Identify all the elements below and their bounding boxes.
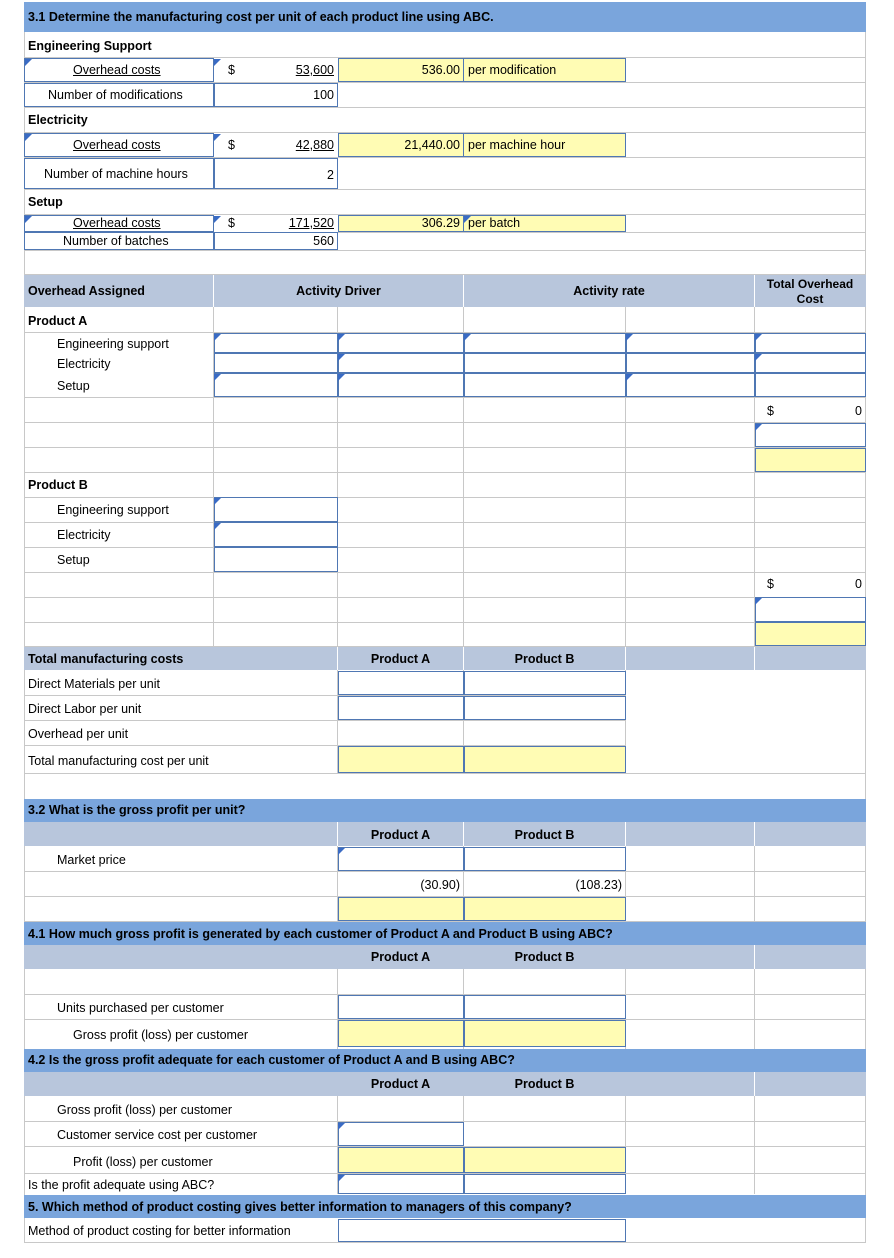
section-4-2-col-a: Product A (370, 1077, 431, 1091)
market-price-label: Market price (57, 853, 126, 867)
service-cost-a-input[interactable] (338, 1122, 464, 1146)
comment-marker-icon (338, 354, 345, 361)
activity-rate-header: Activity rate (573, 284, 645, 298)
currency-symbol: $ (228, 63, 235, 77)
product-b-row-electricity: Electricity (57, 528, 111, 542)
units-a-input[interactable] (338, 995, 464, 1019)
a-total-dollar: $ (767, 404, 774, 418)
comment-marker-icon (214, 523, 221, 530)
a-elec-rate-unit-input[interactable] (626, 353, 755, 373)
manufacturing-title: Total manufacturing costs (28, 652, 184, 666)
comment-marker-icon (755, 424, 762, 431)
elec-count-value: 2 (327, 168, 334, 182)
elec-overhead-value: 42,880 (295, 138, 334, 152)
gross-profit-b-value: (108.23) (575, 878, 622, 892)
gross-profit-a-value: (30.90) (420, 878, 460, 892)
eng-count-value: 100 (313, 88, 334, 102)
comment-marker-icon (214, 334, 221, 341)
b-eng-driver-input[interactable] (214, 497, 338, 522)
a-eng-driver-input[interactable] (214, 333, 338, 353)
section-4-1-title: 4.1 How much gross profit is generated by each customer of Product A and Product B using ABC? (28, 927, 613, 941)
market-price-b-input[interactable] (464, 847, 626, 871)
a-elec-driver-input[interactable] (214, 353, 338, 373)
comment-marker-icon (25, 134, 32, 141)
comment-marker-icon (338, 848, 345, 855)
product-a-row-engineering: Engineering support (57, 337, 169, 351)
a-eng-rate-unit-input[interactable] (626, 333, 755, 353)
gross-profit-a-cell[interactable] (338, 897, 464, 921)
section-4-1-col-a: Product A (370, 950, 431, 964)
dl-label: Direct Labor per unit (28, 702, 142, 716)
section-4-2-title: 4.2 Is the gross profit adequate for each customer of Product A and B using ABC? (28, 1053, 515, 1067)
gross-profit-per-customer-label: Gross profit (loss) per customer (73, 1028, 249, 1042)
eng-count-label: Number of modifications (48, 88, 183, 102)
units-b-input[interactable] (464, 995, 626, 1019)
b-overhead-per-unit-cell[interactable] (755, 622, 866, 646)
gp-customer-a-cell[interactable] (338, 1020, 464, 1047)
section-4-1-col-b: Product B (514, 950, 575, 964)
setup-overhead-label: Overhead costs (73, 216, 161, 230)
electricity-heading: Electricity (28, 113, 88, 127)
method-label: Method of product costing for better information (28, 1224, 291, 1238)
oh-label: Overhead per unit (28, 727, 129, 741)
market-price-a-input[interactable] (338, 847, 464, 871)
elec-rate-value: 21,440.00 (404, 138, 460, 152)
gp-per-customer-label: Gross profit (loss) per customer (57, 1103, 233, 1117)
total-overhead-header-line1: Total Overhead (766, 277, 854, 291)
product-a-label: Product A (28, 314, 88, 328)
a-setup-total-input[interactable] (755, 373, 866, 397)
eng-rate-value: 536.00 (421, 63, 460, 77)
product-b-row-engineering: Engineering support (57, 503, 169, 517)
b-total-dollar: $ (767, 577, 774, 591)
product-b-row-setup: Setup (57, 553, 90, 567)
total-mfg-a-cell[interactable] (338, 746, 464, 773)
comment-marker-icon (25, 216, 32, 223)
units-per-customer-label: Units purchased per customer (57, 1001, 224, 1015)
a-eng-rate-input[interactable] (464, 333, 626, 353)
eng-overhead-label: Overhead costs (73, 63, 161, 77)
b-elec-driver-input[interactable] (214, 522, 338, 547)
b-setup-driver-input[interactable] (214, 547, 338, 572)
a-eng-total-input[interactable] (755, 333, 866, 353)
setup-overhead-value: 171,520 (288, 216, 334, 230)
service-cost-label: Customer service cost per customer (57, 1128, 258, 1142)
comment-marker-icon (214, 59, 221, 66)
total-mfg-label: Total manufacturing cost per unit (28, 754, 209, 768)
setup-rate-value: 306.29 (421, 216, 460, 230)
a-overhead-units-input[interactable] (755, 423, 866, 447)
a-setup-rate-input[interactable] (464, 373, 626, 397)
section-3-2-col-a: Product A (370, 828, 431, 842)
a-elec-driver-unit-input[interactable] (338, 353, 464, 373)
a-setup-driver-input[interactable] (214, 373, 338, 397)
a-total-value: 0 (855, 404, 862, 418)
b-total-value: 0 (855, 577, 862, 591)
comment-marker-icon (626, 374, 633, 381)
adequate-b-input[interactable] (464, 1174, 626, 1194)
a-eng-driver-unit-input[interactable] (338, 333, 464, 353)
method-input[interactable] (338, 1219, 626, 1242)
a-elec-total-input[interactable] (755, 353, 866, 373)
comment-marker-icon (214, 216, 221, 223)
section-3-2-title: 3.2 What is the gross profit per unit? (28, 803, 246, 817)
setup-count-value: 560 (313, 234, 334, 248)
manufacturing-col-a: Product A (370, 652, 431, 666)
setup-rate-unit: per batch (468, 216, 521, 230)
product-b-label: Product B (28, 478, 88, 492)
comment-marker-icon (338, 374, 345, 381)
dm-b-input[interactable] (464, 671, 626, 695)
product-a-row-electricity: Electricity (57, 357, 111, 371)
product-a-row-setup: Setup (57, 379, 90, 393)
comment-marker-icon (755, 334, 762, 341)
dm-label: Direct Materials per unit (28, 677, 160, 691)
a-setup-rate-unit-input[interactable] (626, 373, 755, 397)
activity-driver-header: Activity Driver (296, 284, 381, 298)
total-mfg-b-cell[interactable] (464, 746, 626, 773)
comment-marker-icon (214, 374, 221, 381)
gp-customer-b-cell[interactable] (464, 1020, 626, 1047)
currency-symbol: $ (228, 216, 235, 230)
profit-per-customer-label: Profit (loss) per customer (73, 1155, 213, 1169)
comment-marker-icon (464, 334, 471, 341)
comment-marker-icon (214, 498, 221, 505)
overhead-assigned-header: Overhead Assigned (28, 284, 145, 298)
total-overhead-header-line2: Cost (796, 292, 824, 306)
section-5-title: 5. Which method of product costing gives better information to managers of this company? (28, 1200, 572, 1214)
profit-b-cell[interactable] (464, 1147, 626, 1173)
comment-marker-icon (338, 1175, 345, 1182)
engineering-heading: Engineering Support (28, 39, 152, 53)
comment-marker-icon (25, 59, 32, 66)
a-overhead-per-unit-cell[interactable] (755, 448, 866, 472)
comment-marker-icon (338, 334, 345, 341)
a-setup-driver-unit-input[interactable] (338, 373, 464, 397)
comment-marker-icon (214, 134, 221, 141)
gross-profit-b-cell[interactable] (464, 897, 626, 921)
elec-overhead-label: Overhead costs (73, 138, 161, 152)
comment-marker-icon (755, 598, 762, 605)
profit-adequate-label: Is the profit adequate using ABC? (28, 1178, 215, 1192)
b-overhead-units-input[interactable] (755, 597, 866, 622)
a-elec-rate-input[interactable] (464, 353, 626, 373)
section-3-2-col-b: Product B (514, 828, 575, 842)
dm-a-input[interactable] (338, 671, 464, 695)
elec-count-label: Number of machine hours (44, 167, 188, 181)
adequate-a-input[interactable] (338, 1174, 464, 1194)
dl-a-input[interactable] (338, 696, 464, 720)
section-4-2-col-b: Product B (514, 1077, 575, 1091)
eng-overhead-value: 53,600 (295, 63, 334, 77)
eng-rate-unit: per modification (468, 63, 557, 77)
profit-a-cell[interactable] (338, 1147, 464, 1173)
dl-b-input[interactable] (464, 696, 626, 720)
comment-marker-icon (755, 354, 762, 361)
manufacturing-col-b: Product B (514, 652, 575, 666)
comment-marker-icon (626, 334, 633, 341)
section-3-1-title: 3.1 Determine the manufacturing cost per unit of each product line using ABC. (28, 10, 494, 24)
elec-rate-unit: per machine hour (468, 138, 566, 152)
setup-heading: Setup (28, 195, 63, 209)
setup-count-label: Number of batches (63, 234, 169, 248)
currency-symbol: $ (228, 138, 235, 152)
comment-marker-icon (338, 1123, 345, 1130)
